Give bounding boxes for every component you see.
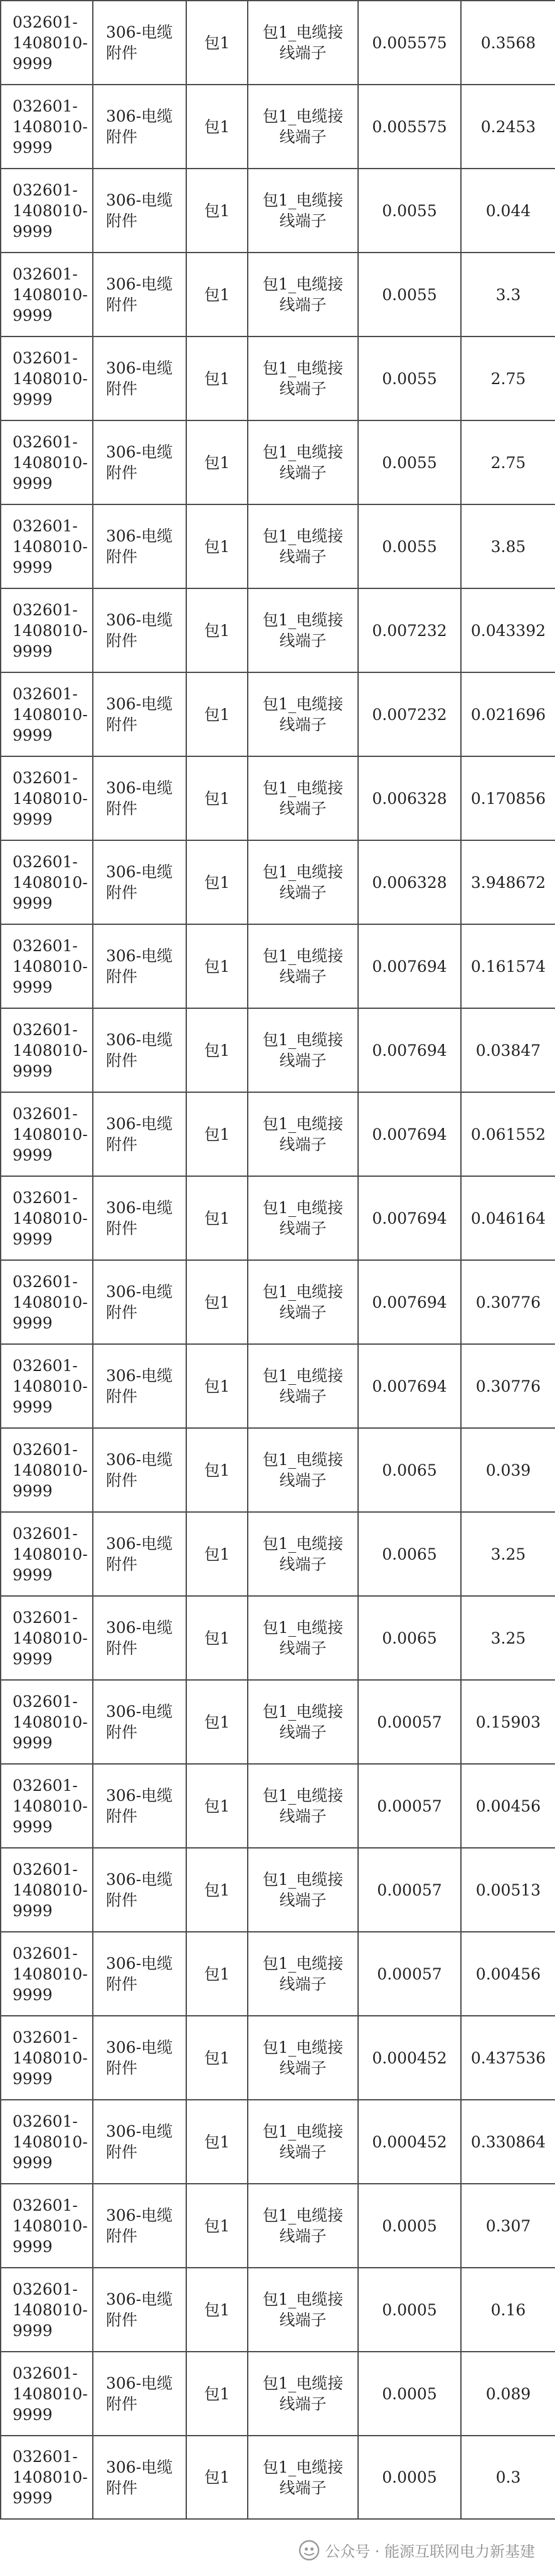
amount-cell: 0.161574 bbox=[461, 924, 555, 1008]
item-name-cell: 包1_电缆接 线端子 bbox=[248, 672, 358, 756]
package-cell: 包1 bbox=[186, 588, 248, 672]
item-name-cell: 包1_电缆接 线端子 bbox=[248, 1932, 358, 2016]
category-cell: 306-电缆 附件 bbox=[93, 1260, 186, 1344]
table-row bbox=[1, 1344, 555, 1428]
table-row bbox=[1, 588, 555, 672]
category-cell: 306-电缆 附件 bbox=[93, 1680, 186, 1764]
item-name-cell: 包1_电缆接 线端子 bbox=[248, 924, 358, 1008]
item-code-cell: 032601- 1408010- 9999 bbox=[1, 840, 93, 924]
amount-cell: 0.16 bbox=[461, 2268, 555, 2352]
unit-price-cell: 0.005575 bbox=[358, 85, 461, 169]
table-row bbox=[1, 253, 555, 336]
package-cell: 包1 bbox=[186, 1344, 248, 1428]
watermark-text: 公众号 · 能源互联网电力新基建 bbox=[325, 2543, 535, 2560]
item-code-cell: 032601- 1408010- 9999 bbox=[1, 1344, 93, 1428]
category-cell: 306-电缆 附件 bbox=[93, 756, 186, 840]
item-code-cell: 032601- 1408010- 9999 bbox=[1, 2436, 93, 2519]
package-cell: 包1 bbox=[186, 1596, 248, 1680]
amount-cell: 0.30776 bbox=[461, 1260, 555, 1344]
unit-price-cell: 0.005575 bbox=[358, 1, 461, 85]
amount-cell: 3.25 bbox=[461, 1512, 555, 1596]
unit-price-cell: 0.007694 bbox=[358, 1176, 461, 1260]
category-cell: 306-电缆 附件 bbox=[93, 1176, 186, 1260]
item-name-cell: 包1_电缆接 线端子 bbox=[248, 1428, 358, 1512]
unit-price-cell: 0.0055 bbox=[358, 336, 461, 420]
category-cell: 306-电缆 附件 bbox=[93, 336, 186, 420]
unit-price-cell: 0.0065 bbox=[358, 1596, 461, 1680]
unit-price-cell: 0.006328 bbox=[358, 756, 461, 840]
item-code-cell: 032601- 1408010- 9999 bbox=[1, 2184, 93, 2268]
table-row bbox=[1, 1176, 555, 1260]
item-code-cell: 032601- 1408010- 9999 bbox=[1, 85, 93, 169]
amount-cell: 2.75 bbox=[461, 336, 555, 420]
item-name-cell: 包1_电缆接 线端子 bbox=[248, 756, 358, 840]
amount-cell: 3.3 bbox=[461, 253, 555, 336]
item-name-cell: 包1_电缆接 线端子 bbox=[248, 1680, 358, 1764]
package-cell: 包1 bbox=[186, 1512, 248, 1596]
amount-cell: 0.039 bbox=[461, 1428, 555, 1512]
item-name-cell: 包1_电缆接 线端子 bbox=[248, 1260, 358, 1344]
category-cell: 306-电缆 附件 bbox=[93, 2436, 186, 2519]
category-cell: 306-电缆 附件 bbox=[93, 2016, 186, 2100]
amount-cell: 0.046164 bbox=[461, 1176, 555, 1260]
item-name-cell: 包1_电缆接 线端子 bbox=[248, 2352, 358, 2436]
package-cell: 包1 bbox=[186, 85, 248, 169]
amount-cell: 0.2453 bbox=[461, 85, 555, 169]
unit-price-cell: 0.007694 bbox=[358, 1008, 461, 1092]
unit-price-cell: 0.00057 bbox=[358, 1764, 461, 1848]
table-row bbox=[1, 1596, 555, 1680]
category-cell: 306-电缆 附件 bbox=[93, 1428, 186, 1512]
table-body bbox=[1, 1, 555, 2519]
amount-cell: 0.00456 bbox=[461, 1764, 555, 1848]
item-code-cell: 032601- 1408010- 9999 bbox=[1, 1, 93, 85]
item-name-cell: 包1_电缆接 线端子 bbox=[248, 2016, 358, 2100]
item-code-cell: 032601- 1408010- 9999 bbox=[1, 420, 93, 504]
item-code-cell: 032601- 1408010- 9999 bbox=[1, 1680, 93, 1764]
item-name-cell: 包1_电缆接 线端子 bbox=[248, 1764, 358, 1848]
unit-price-cell: 0.00057 bbox=[358, 1848, 461, 1932]
amount-cell: 0.089 bbox=[461, 2352, 555, 2436]
category-cell: 306-电缆 附件 bbox=[93, 672, 186, 756]
item-code-cell: 032601- 1408010- 9999 bbox=[1, 1596, 93, 1680]
unit-price-cell: 0.00057 bbox=[358, 1932, 461, 2016]
wechat-official-account-icon bbox=[299, 2540, 320, 2561]
package-cell: 包1 bbox=[186, 253, 248, 336]
category-cell: 306-电缆 附件 bbox=[93, 1344, 186, 1428]
table-row bbox=[1, 1848, 555, 1932]
package-cell: 包1 bbox=[186, 1092, 248, 1176]
item-name-cell: 包1_电缆接 线端子 bbox=[248, 1344, 358, 1428]
unit-price-cell: 0.0005 bbox=[358, 2352, 461, 2436]
table-row bbox=[1, 840, 555, 924]
item-code-cell: 032601- 1408010- 9999 bbox=[1, 2268, 93, 2352]
package-cell: 包1 bbox=[186, 1428, 248, 1512]
unit-price-cell: 0.007232 bbox=[358, 588, 461, 672]
table-row bbox=[1, 504, 555, 588]
table-row bbox=[1, 1, 555, 85]
unit-price-cell: 0.0005 bbox=[358, 2184, 461, 2268]
item-code-cell: 032601- 1408010- 9999 bbox=[1, 2352, 93, 2436]
amount-cell: 0.03847 bbox=[461, 1008, 555, 1092]
table-row bbox=[1, 1260, 555, 1344]
table-row bbox=[1, 2016, 555, 2100]
item-name-cell: 包1_电缆接 线端子 bbox=[248, 1512, 358, 1596]
unit-price-cell: 0.007694 bbox=[358, 1092, 461, 1176]
unit-price-cell: 0.00057 bbox=[358, 1680, 461, 1764]
table-row bbox=[1, 1764, 555, 1848]
item-name-cell: 包1_电缆接 线端子 bbox=[248, 169, 358, 253]
amount-cell: 0.043392 bbox=[461, 588, 555, 672]
category-cell: 306-电缆 附件 bbox=[93, 2268, 186, 2352]
table-row bbox=[1, 1092, 555, 1176]
category-cell: 306-电缆 附件 bbox=[93, 1764, 186, 1848]
category-cell: 306-电缆 附件 bbox=[93, 924, 186, 1008]
amount-cell: 0.3 bbox=[461, 2436, 555, 2519]
package-cell: 包1 bbox=[186, 1176, 248, 1260]
item-code-cell: 032601- 1408010- 9999 bbox=[1, 2016, 93, 2100]
package-cell: 包1 bbox=[186, 1260, 248, 1344]
unit-price-cell: 0.0005 bbox=[358, 2436, 461, 2519]
unit-price-cell: 0.006328 bbox=[358, 840, 461, 924]
package-cell: 包1 bbox=[186, 1008, 248, 1092]
category-cell: 306-电缆 附件 bbox=[93, 2352, 186, 2436]
item-code-cell: 032601- 1408010- 9999 bbox=[1, 336, 93, 420]
table-row bbox=[1, 672, 555, 756]
table-row bbox=[1, 2352, 555, 2436]
package-cell: 包1 bbox=[186, 672, 248, 756]
item-code-cell: 032601- 1408010- 9999 bbox=[1, 1008, 93, 1092]
amount-cell: 0.170856 bbox=[461, 756, 555, 840]
table-row bbox=[1, 420, 555, 504]
item-name-cell: 包1_电缆接 线端子 bbox=[248, 1008, 358, 1092]
item-code-cell: 032601- 1408010- 9999 bbox=[1, 1848, 93, 1932]
item-name-cell: 包1_电缆接 线端子 bbox=[248, 2100, 358, 2184]
package-cell: 包1 bbox=[186, 1, 248, 85]
package-cell: 包1 bbox=[186, 840, 248, 924]
item-code-cell: 032601- 1408010- 9999 bbox=[1, 253, 93, 336]
item-code-cell: 032601- 1408010- 9999 bbox=[1, 1260, 93, 1344]
table-row bbox=[1, 756, 555, 840]
watermark bbox=[295, 2537, 539, 2563]
amount-cell: 0.15903 bbox=[461, 1680, 555, 1764]
item-code-cell: 032601- 1408010- 9999 bbox=[1, 672, 93, 756]
item-name-cell: 包1_电缆接 线端子 bbox=[248, 840, 358, 924]
package-cell: 包1 bbox=[186, 1848, 248, 1932]
item-code-cell: 032601- 1408010- 9999 bbox=[1, 924, 93, 1008]
item-code-cell: 032601- 1408010- 9999 bbox=[1, 1428, 93, 1512]
category-cell: 306-电缆 附件 bbox=[93, 169, 186, 253]
package-cell: 包1 bbox=[186, 2016, 248, 2100]
amount-cell: 0.437536 bbox=[461, 2016, 555, 2100]
unit-price-cell: 0.0065 bbox=[358, 1428, 461, 1512]
item-name-cell: 包1_电缆接 线端子 bbox=[248, 1596, 358, 1680]
unit-price-cell: 0.007694 bbox=[358, 1344, 461, 1428]
package-cell: 包1 bbox=[186, 336, 248, 420]
item-code-cell: 032601- 1408010- 9999 bbox=[1, 1512, 93, 1596]
package-cell: 包1 bbox=[186, 924, 248, 1008]
package-cell: 包1 bbox=[186, 2352, 248, 2436]
category-cell: 306-电缆 附件 bbox=[93, 1596, 186, 1680]
category-cell: 306-电缆 附件 bbox=[93, 253, 186, 336]
unit-price-cell: 0.000452 bbox=[358, 2016, 461, 2100]
item-code-cell: 032601- 1408010- 9999 bbox=[1, 504, 93, 588]
item-name-cell: 包1_电缆接 线端子 bbox=[248, 253, 358, 336]
amount-cell: 0.3568 bbox=[461, 1, 555, 85]
item-name-cell: 包1_电缆接 线端子 bbox=[248, 85, 358, 169]
package-cell: 包1 bbox=[186, 2436, 248, 2519]
category-cell: 306-电缆 附件 bbox=[93, 1848, 186, 1932]
item-code-cell: 032601- 1408010- 9999 bbox=[1, 588, 93, 672]
unit-price-cell: 0.0055 bbox=[358, 169, 461, 253]
unit-price-cell: 0.007694 bbox=[358, 1260, 461, 1344]
amount-cell: 0.330864 bbox=[461, 2100, 555, 2184]
table-row bbox=[1, 1008, 555, 1092]
item-name-cell: 包1_电缆接 线端子 bbox=[248, 1848, 358, 1932]
package-cell: 包1 bbox=[186, 169, 248, 253]
item-name-cell: 包1_电缆接 线端子 bbox=[248, 1, 358, 85]
amount-cell: 0.30776 bbox=[461, 1344, 555, 1428]
package-cell: 包1 bbox=[186, 1680, 248, 1764]
table-row bbox=[1, 1428, 555, 1512]
table-row bbox=[1, 1680, 555, 1764]
item-code-cell: 032601- 1408010- 9999 bbox=[1, 1932, 93, 2016]
item-name-cell: 包1_电缆接 线端子 bbox=[248, 2436, 358, 2519]
amount-cell: 3.948672 bbox=[461, 840, 555, 924]
table-row bbox=[1, 336, 555, 420]
package-cell: 包1 bbox=[186, 504, 248, 588]
amount-cell: 3.25 bbox=[461, 1596, 555, 1680]
item-name-cell: 包1_电缆接 线端子 bbox=[248, 2268, 358, 2352]
item-code-cell: 032601- 1408010- 9999 bbox=[1, 169, 93, 253]
item-code-cell: 032601- 1408010- 9999 bbox=[1, 1176, 93, 1260]
amount-cell: 3.85 bbox=[461, 504, 555, 588]
unit-price-cell: 0.0055 bbox=[358, 253, 461, 336]
item-code-cell: 032601- 1408010- 9999 bbox=[1, 756, 93, 840]
item-name-cell: 包1_电缆接 线端子 bbox=[248, 1176, 358, 1260]
category-cell: 306-电缆 附件 bbox=[93, 588, 186, 672]
package-cell: 包1 bbox=[186, 756, 248, 840]
unit-price-cell: 0.0065 bbox=[358, 1512, 461, 1596]
item-name-cell: 包1_电缆接 线端子 bbox=[248, 420, 358, 504]
item-name-cell: 包1_电缆接 线端子 bbox=[248, 588, 358, 672]
unit-price-cell: 0.000452 bbox=[358, 2100, 461, 2184]
package-cell: 包1 bbox=[186, 2184, 248, 2268]
unit-price-cell: 0.007232 bbox=[358, 672, 461, 756]
unit-price-cell: 0.0005 bbox=[358, 2268, 461, 2352]
table-row bbox=[1, 1932, 555, 2016]
table-row bbox=[1, 85, 555, 169]
category-cell: 306-电缆 附件 bbox=[93, 2100, 186, 2184]
table-row bbox=[1, 2100, 555, 2184]
category-cell: 306-电缆 附件 bbox=[93, 840, 186, 924]
package-cell: 包1 bbox=[186, 420, 248, 504]
category-cell: 306-电缆 附件 bbox=[93, 420, 186, 504]
category-cell: 306-电缆 附件 bbox=[93, 85, 186, 169]
unit-price-cell: 0.0055 bbox=[358, 420, 461, 504]
amount-cell: 2.75 bbox=[461, 420, 555, 504]
item-name-cell: 包1_电缆接 线端子 bbox=[248, 504, 358, 588]
amount-cell: 0.021696 bbox=[461, 672, 555, 756]
table-row bbox=[1, 924, 555, 1008]
package-cell: 包1 bbox=[186, 2268, 248, 2352]
category-cell: 306-电缆 附件 bbox=[93, 1932, 186, 2016]
table-row bbox=[1, 2436, 555, 2519]
unit-price-cell: 0.0055 bbox=[358, 504, 461, 588]
item-code-cell: 032601- 1408010- 9999 bbox=[1, 2100, 93, 2184]
item-name-cell: 包1_电缆接 线端子 bbox=[248, 2184, 358, 2268]
amount-cell: 0.061552 bbox=[461, 1092, 555, 1176]
category-cell: 306-电缆 附件 bbox=[93, 1512, 186, 1596]
item-name-cell: 包1_电缆接 线端子 bbox=[248, 336, 358, 420]
table-row bbox=[1, 2268, 555, 2352]
category-cell: 306-电缆 附件 bbox=[93, 1, 186, 85]
package-cell: 包1 bbox=[186, 2100, 248, 2184]
table-row bbox=[1, 2184, 555, 2268]
package-cell: 包1 bbox=[186, 1764, 248, 1848]
amount-cell: 0.307 bbox=[461, 2184, 555, 2268]
category-cell: 306-电缆 附件 bbox=[93, 1008, 186, 1092]
category-cell: 306-电缆 附件 bbox=[93, 2184, 186, 2268]
item-name-cell: 包1_电缆接 线端子 bbox=[248, 1092, 358, 1176]
category-cell: 306-电缆 附件 bbox=[93, 1092, 186, 1176]
amount-cell: 0.00456 bbox=[461, 1932, 555, 2016]
item-code-cell: 032601- 1408010- 9999 bbox=[1, 1764, 93, 1848]
table-row bbox=[1, 1512, 555, 1596]
amount-cell: 0.00513 bbox=[461, 1848, 555, 1932]
unit-price-cell: 0.007694 bbox=[358, 924, 461, 1008]
item-code-cell: 032601- 1408010- 9999 bbox=[1, 1092, 93, 1176]
category-cell: 306-电缆 附件 bbox=[93, 504, 186, 588]
table-row bbox=[1, 169, 555, 253]
amount-cell: 0.044 bbox=[461, 169, 555, 253]
package-cell: 包1 bbox=[186, 1932, 248, 2016]
